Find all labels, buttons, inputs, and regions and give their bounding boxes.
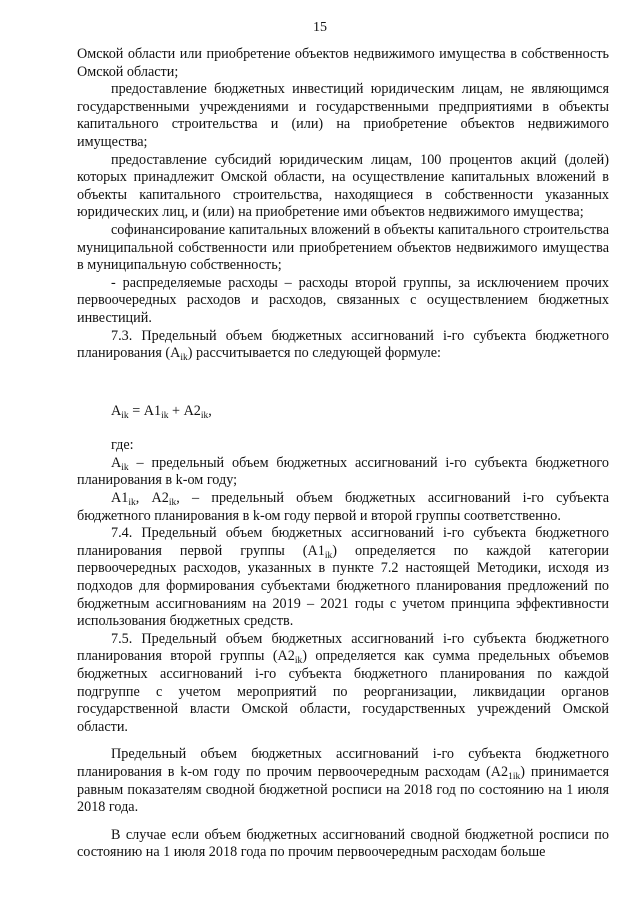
- paragraph: предоставление бюджетных инвестиций юридическим лицам, не являющимся государственными учреждениями и государственными предприятиями в объекты капитального строительства и (или) на приобретение объектов недвижимого имущества;: [77, 81, 609, 150]
- paragraph-7-4: 7.4. Предельный объем бюджетных ассигнований i-го субъекта бюджетного планирования первой группы $(А1_{ik})$ определяется по каждой категории первоочередных расходов, указанных в пункте 7.2 настоящей Методики, исходя из подходов для формирования субъектами бюджетного планирования предложений по бюджетным ассигнованиям на 2019 – 2021 годы с учетом принципа эффективности использования бюджетных средств.: [77, 525, 609, 630]
- paragraph-7-3: 7.3. Предельный объем бюджетных ассигнований i-го субъекта бюджетного планирования $(А_{ik})$ рассчитывается по следующей формуле:: [77, 327, 609, 364]
- definition: $А_{ik}$ – предельный объем бюджетных ассигнований i-го субъекта бюджетного планирования в k-ом году;: [77, 454, 609, 489]
- document-body: [77, 46, 609, 862]
- page-number: 15: [313, 20, 327, 35]
- formula: $А_{ik} = А1_{ik} + А2_{ik}$,: [111, 402, 212, 421]
- paragraph: софинансирование капитальных вложений в объекты капитального строительства муниципальной собственности или приобретением объектов недвижимого имущества в муниципальную собственность;: [77, 221, 609, 274]
- paragraph: Омской области или приобретение объектов недвижимого имущества в собственность Омской области;: [77, 46, 609, 80]
- where-label: где:: [111, 437, 134, 454]
- paragraph: Предельный объем бюджетных ассигнований i-го субъекта бюджетного планирования в k-ом году по прочим первоочередным расходам $(А2_{1ik})$ принимается равным показателям сводной бюджетной росписи на 2018 год по состоянию на 1 июля 2018 года.: [77, 746, 609, 816]
- paragraph: В случае если объем бюджетных ассигнований сводной бюджетной росписи по состоянию на 1 июля 2018 года по прочим первоочередным расходам больше: [77, 826, 609, 861]
- paragraph: предоставление субсидий юридическим лицам, 100 процентов акций (долей) которых принадлежит Омской области, на осуществление капитальных вложений в объекты капитального строительства, находящиеся в собственности указанных юридических лиц, и (или) на приобретение ими объектов недвижимого имущества;: [77, 151, 609, 221]
- paragraph-7-5: 7.5. Предельный объем бюджетных ассигнований i-го субъекта бюджетного планирования второй группы $(А2_{ik})$ определяется как сумма предельных объемов бюджетных ассигнований i-го субъекта бюджетного планирования по каждой подгруппе с учетом мероприятий по реорганизации, ликвидации органов государственной власти Омской области, государственных учреждений Омской области.: [77, 630, 609, 735]
- definition: $А1_{ik}$, $А2_{ik}$, – предельный объем бюджетных ассигнований i-го субъекта бюджетного планирования в k-ом году первой и второй группы соответственно.: [77, 490, 609, 524]
- paragraph: - распределяемые расходы – расходы второй группы, за исключением прочих первоочередных расходов и расходов, связанных с осуществлением бюджетных инвестиций.: [77, 274, 609, 326]
